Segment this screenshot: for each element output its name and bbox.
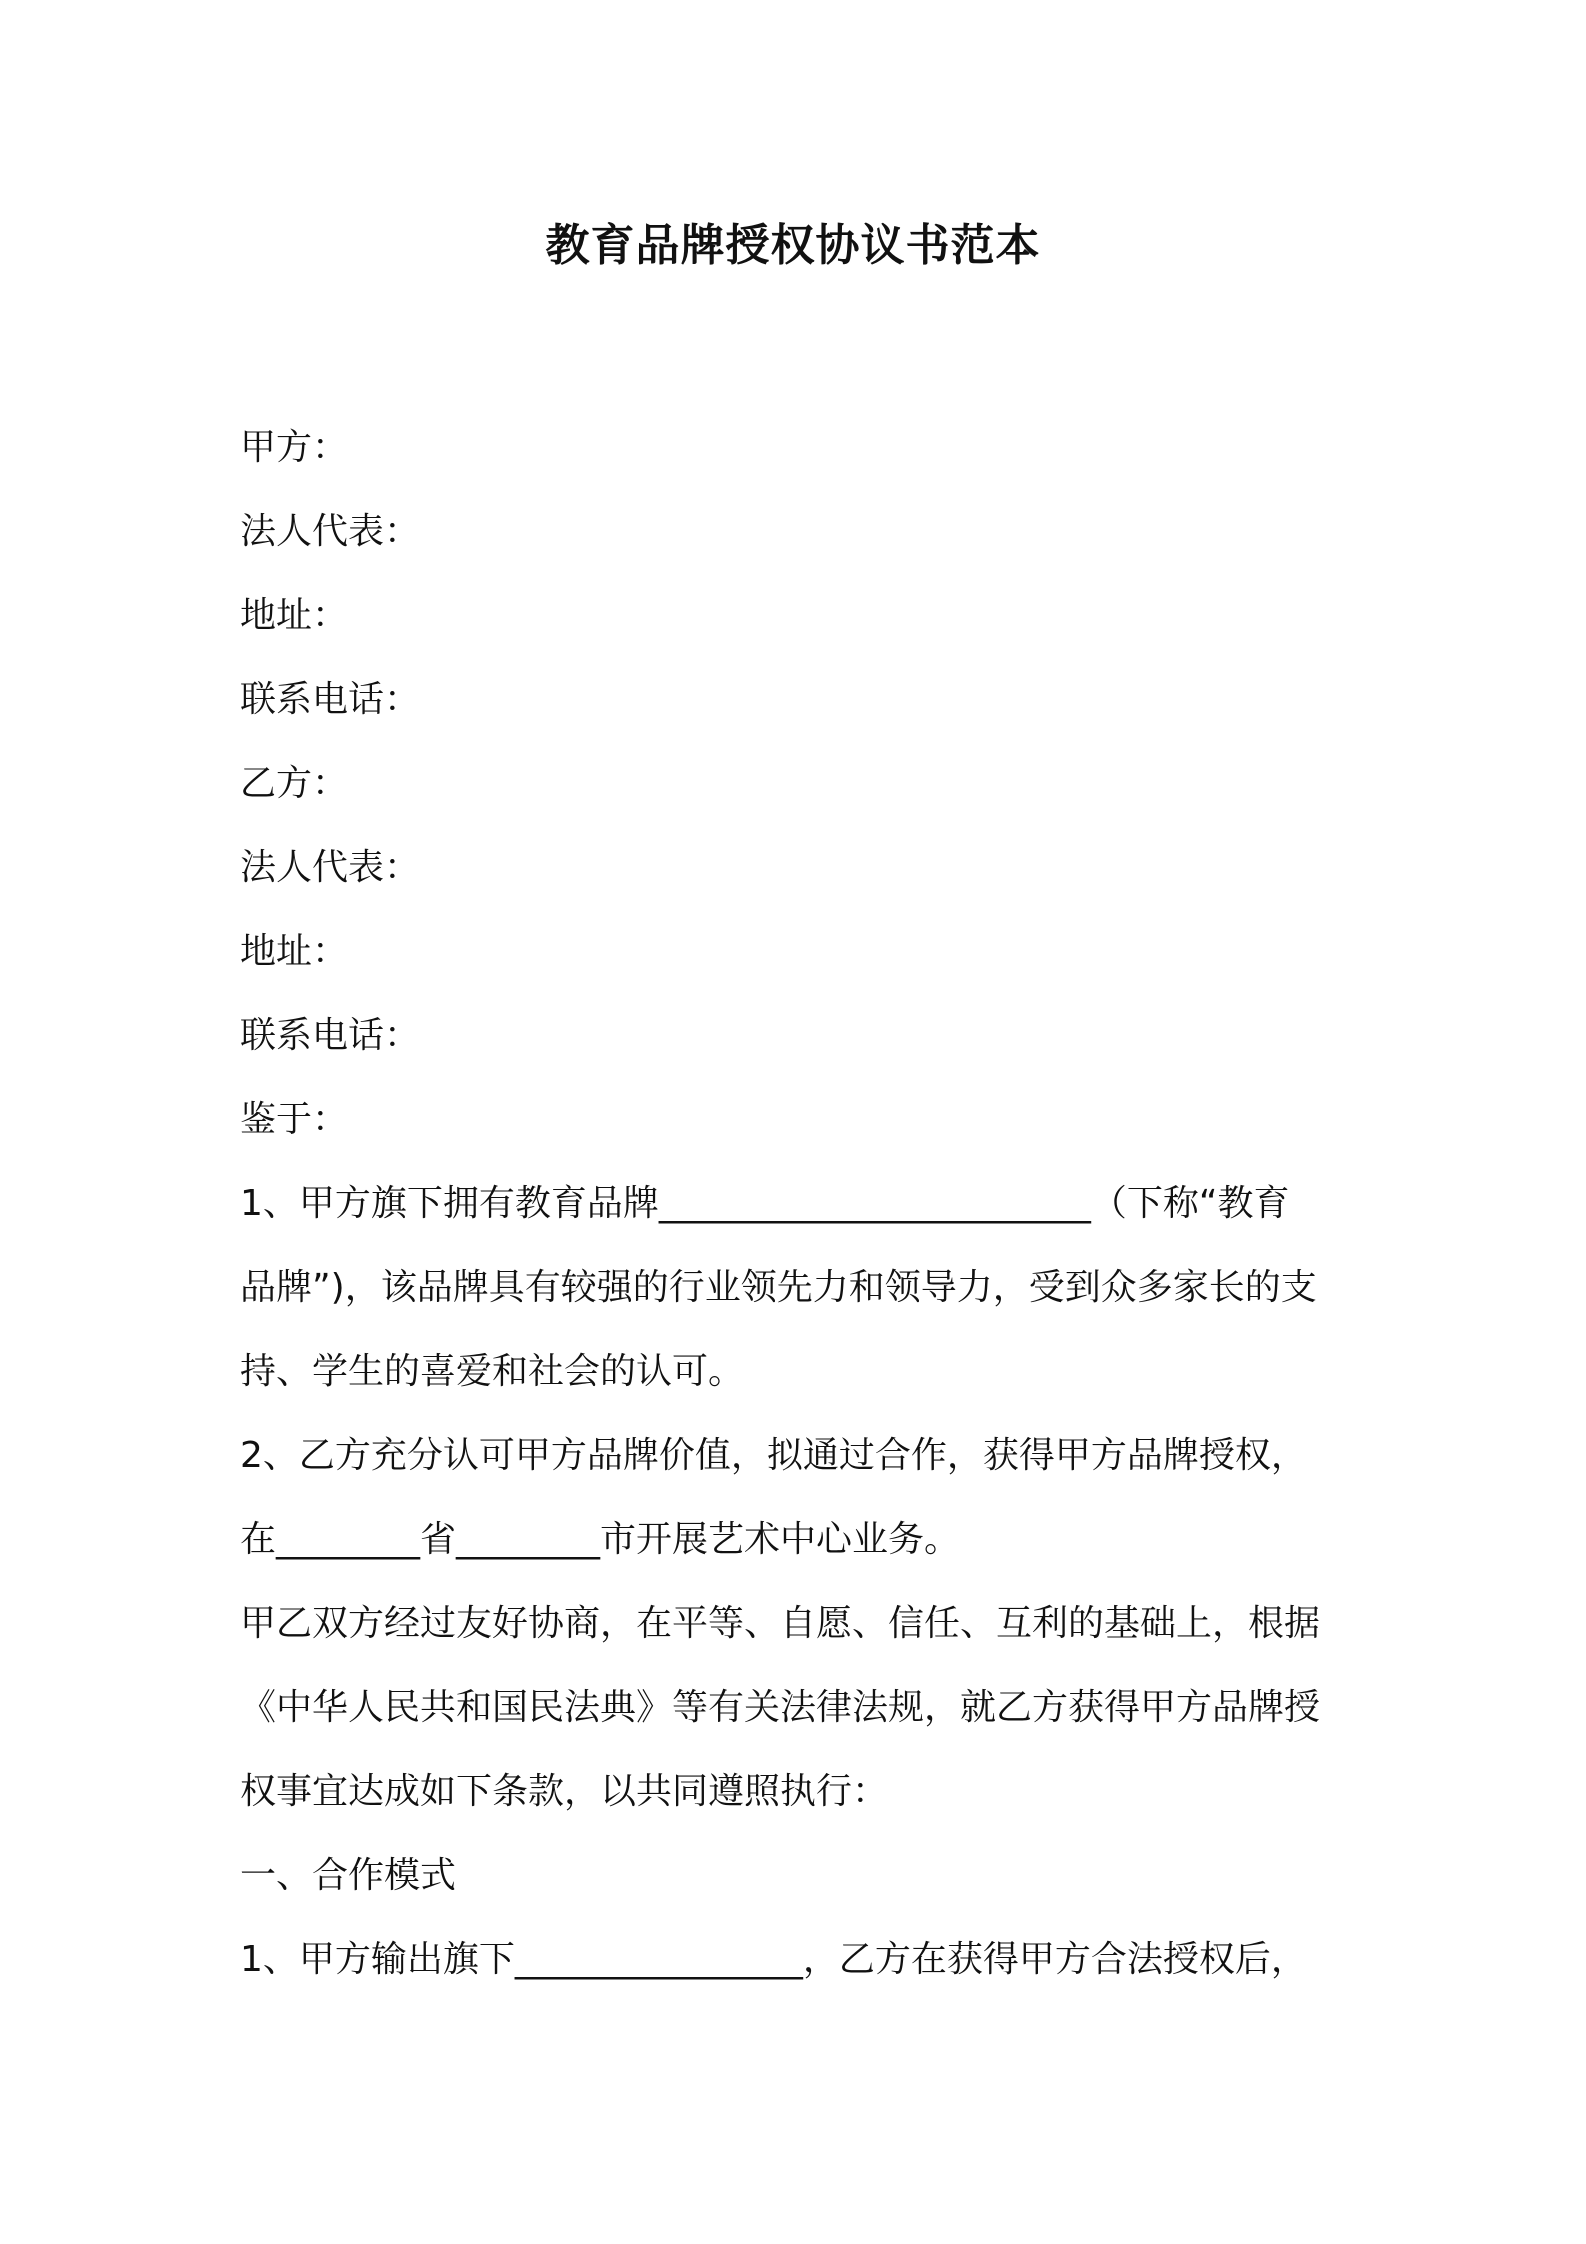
agreement-line-3: 权事宜达成如下条款，以共同遵照执行： (240, 1771, 889, 1812)
party-b-phone-label: 联系电话： (240, 1015, 421, 1056)
party-a-address-label: 地址： (240, 595, 349, 636)
party-a-legal-rep-label: 法人代表： (240, 511, 421, 552)
party-a-label: 甲方： (240, 427, 349, 468)
agreement-line-2: 《中华人民共和国民法典》等有关法律法规，就乙方获得甲方品牌授 (240, 1687, 1321, 1728)
whereas-label: 鉴于： (240, 1099, 349, 1140)
party-b-label: 乙方： (240, 763, 349, 804)
party-b-legal-rep-label: 法人代表： (240, 847, 421, 888)
clause-1-line-1: 1、甲方旗下拥有教育品牌________________________（下称“教育 (240, 1183, 1290, 1224)
section-1-heading: 一、合作模式 (240, 1855, 457, 1896)
clause-2-line-1: 2、乙方充分认可甲方品牌价值，拟通过合作，获得甲方品牌授权， (240, 1435, 1307, 1476)
party-a-phone-label: 联系电话： (240, 679, 421, 720)
document-body (240, 406, 1356, 2002)
party-b-address-label: 地址： (240, 931, 349, 972)
clause-1-line-2: 品牌”)，该品牌具有较强的行业领先力和领导力，受到众多家长的支 (240, 1267, 1317, 1308)
clause-1-line-3: 持、学生的喜爱和社会的认可。 (240, 1351, 745, 1392)
agreement-line-1: 甲乙双方经过友好协商，在平等、自愿、信任、互利的基础上，根据 (240, 1603, 1321, 1644)
document-title: 教育品牌授权协议书范本 (545, 220, 1041, 271)
section-1-item-1: 1、甲方输出旗下________________，乙方在获得甲方合法授权后， (240, 1939, 1307, 1980)
clause-2-line-2: 在________省________市开展艺术中心业务。 (240, 1519, 961, 1560)
